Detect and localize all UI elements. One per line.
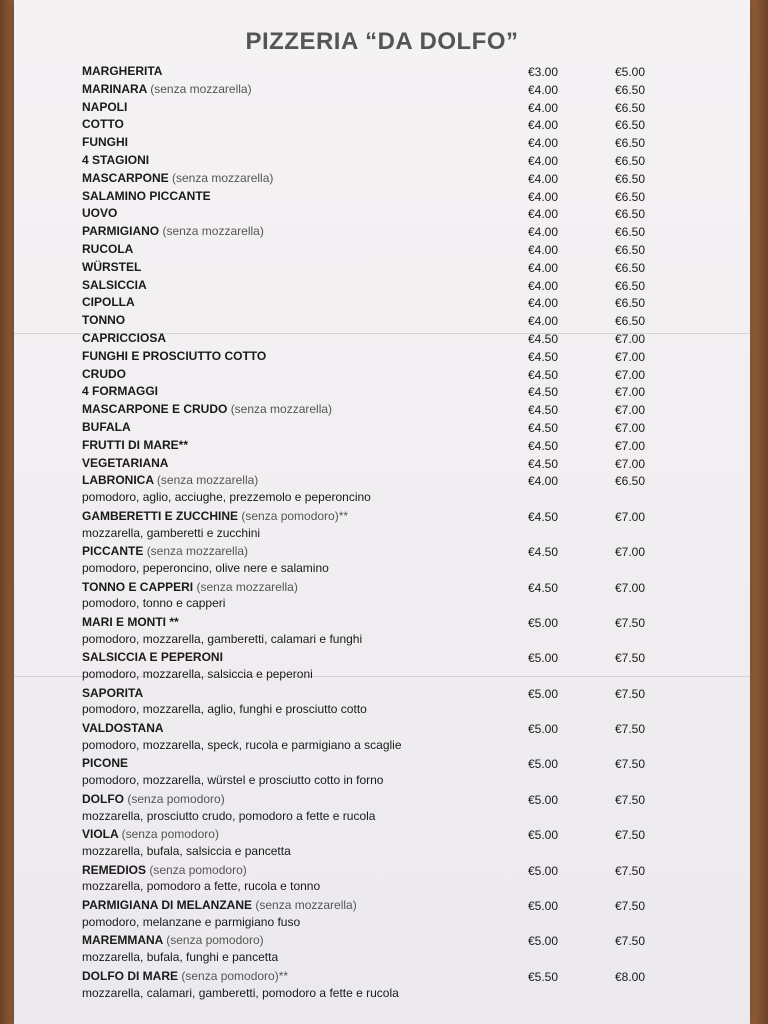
- pizza-name-text: WÜRSTEL: [82, 259, 142, 274]
- menu-item: [14, 347, 750, 365]
- menu-item: [14, 754, 750, 772]
- price-small: €4.50: [528, 420, 559, 435]
- pizza-name-text: FUNGHI: [82, 135, 128, 150]
- pizza-description: [14, 772, 750, 790]
- pizza-name: [82, 313, 125, 327]
- price-large: €7.00: [615, 331, 646, 346]
- price-small: €5.00: [528, 828, 559, 843]
- price-small: €4.50: [528, 456, 559, 471]
- pizza-name-text: MASCARPONE: [82, 170, 169, 185]
- price-large: €7.50: [615, 651, 646, 666]
- pizza-name: [82, 933, 264, 947]
- pizza-name: [82, 898, 357, 912]
- pizza-description-text: pomodoro, mozzarella, speck, rucola e parmigiano a scaglie: [82, 737, 402, 752]
- pizza-description-text: pomodoro, melanzane e parmigiano fuso: [82, 914, 301, 929]
- pizza-name-text: SALSICCIA E PEPERONI: [82, 650, 223, 665]
- menu-item: [14, 204, 750, 222]
- pizza-name-text: CAPRICCIOSA: [82, 330, 167, 345]
- price-small: €5.00: [528, 722, 559, 737]
- price-large: €6.50: [615, 296, 646, 311]
- menu-item: [14, 115, 750, 133]
- price-small: €4.50: [528, 509, 559, 524]
- pizza-note: (senza pomodoro)**: [181, 968, 289, 983]
- pizza-name-text: NAPOLI: [82, 99, 128, 114]
- price-large: €6.50: [615, 260, 646, 275]
- menu-item: [14, 613, 750, 631]
- pizza-name-text: SALAMINO PICCANTE: [82, 188, 211, 203]
- menu-item: [14, 276, 750, 294]
- price-large: €7.00: [615, 509, 646, 524]
- pizza-name: [82, 242, 133, 256]
- menu-item: [14, 454, 750, 472]
- price-large: €7.50: [615, 757, 646, 772]
- price-small: €5.00: [528, 757, 559, 772]
- pizza-description: [14, 985, 750, 1003]
- pizza-name: [82, 295, 135, 309]
- pizza-name-text: TONNO: [82, 313, 126, 328]
- price-small: €5.00: [528, 899, 559, 914]
- price-large: €7.50: [615, 934, 646, 949]
- price-large: €6.50: [615, 278, 646, 293]
- pizza-description-text: pomodoro, aglio, acciughe, prezzemolo e peperoncino: [82, 490, 371, 505]
- pizza-name: [82, 969, 288, 983]
- pizza-name: [82, 135, 128, 149]
- pizza-name: [82, 473, 258, 487]
- price-small: €4.50: [528, 349, 559, 364]
- price-large: €6.50: [615, 207, 646, 222]
- price-small: €4.00: [528, 136, 559, 151]
- price-large: €7.00: [615, 545, 646, 560]
- pizza-name: [82, 402, 332, 416]
- price-large: €6.50: [615, 153, 646, 168]
- price-small: €5.00: [528, 686, 559, 701]
- price-large: €6.50: [615, 82, 646, 97]
- price-small: €4.00: [528, 153, 559, 168]
- price-large: €7.50: [615, 863, 646, 878]
- pizza-name-text: MARINARA: [82, 81, 147, 96]
- pizza-description-text: pomodoro, mozzarella, würstel e prosciutto cotto in forno: [82, 773, 384, 788]
- price-small: €4.50: [528, 545, 559, 560]
- pizza-description-text: mozzarella, calamari, gamberetti, pomodoro a fette e rucola: [82, 985, 399, 1000]
- price-small: €5.50: [528, 969, 559, 984]
- pizza-description-text: mozzarella, pomodoro a fette, rucola e tonno: [82, 879, 321, 894]
- menu-item: [14, 542, 750, 560]
- pizza-note: (senza mozzarella): [150, 81, 252, 96]
- pizza-description: [14, 878, 750, 896]
- menu-item: [14, 293, 750, 311]
- pizza-name-text: GAMBERETTI E ZUCCHINE: [82, 508, 238, 523]
- price-small: €4.50: [528, 385, 559, 400]
- price-small: €4.00: [528, 242, 559, 257]
- price-large: €6.50: [615, 118, 646, 133]
- menu-item: [14, 931, 750, 949]
- pizza-description: [14, 808, 750, 826]
- pizza-note: (senza mozzarella): [156, 473, 259, 488]
- pizza-description-text: mozzarella, prosciutto crudo, pomodoro a fette e rucola: [82, 808, 376, 823]
- pizza-name-text: MASCARPONE E CRUDO: [82, 402, 228, 417]
- pizza-name-text: LABRONICA: [82, 473, 154, 488]
- pizza-description: [14, 489, 750, 507]
- pizza-note: (senza mozzarella): [255, 898, 357, 913]
- menu-item: [14, 169, 750, 187]
- price-large: €7.00: [615, 349, 646, 364]
- pizza-name-text: CRUDO: [82, 366, 126, 381]
- pizza-description-text: pomodoro, peperoncino, olive nere e salamino: [82, 560, 329, 575]
- pizza-name-text: COTTO: [82, 117, 124, 132]
- pizza-name: [82, 615, 179, 629]
- price-small: €5.00: [528, 863, 559, 878]
- pizza-description: [14, 525, 750, 543]
- pizza-name: [82, 509, 348, 523]
- pizza-name-text: MARI E MONTI **: [82, 614, 179, 629]
- menu-item: [14, 507, 750, 525]
- pizza-name: [82, 117, 124, 131]
- menu-item: [14, 719, 750, 737]
- price-large: €6.50: [615, 474, 646, 489]
- pizza-name: [82, 756, 128, 770]
- pizza-list: [14, 62, 750, 1002]
- price-large: €7.50: [615, 792, 646, 807]
- pizza-name: [82, 64, 162, 78]
- pizza-note: (senza pomodoro): [166, 933, 264, 948]
- pizza-name-text: MARGHERITA: [82, 64, 163, 78]
- pizza-name: [82, 367, 126, 381]
- pizza-name-text: DOLFO: [82, 791, 124, 806]
- menu-item: [14, 578, 750, 596]
- pizza-name-text: MAREMMANA: [82, 933, 163, 948]
- price-small: €3.00: [528, 65, 559, 79]
- pizza-note: (senza mozzarella): [162, 224, 264, 239]
- menu-item: [14, 98, 750, 116]
- pizza-description-text: mozzarella, gamberetti e zucchini: [82, 525, 261, 540]
- pizza-description: [14, 949, 750, 967]
- menu-item: [14, 329, 750, 347]
- price-large: €7.50: [615, 722, 646, 737]
- pizza-name: [82, 863, 247, 877]
- menu-item: [14, 258, 750, 276]
- price-large: €7.50: [615, 828, 646, 843]
- menu-item: [14, 133, 750, 151]
- price-small: €4.50: [528, 580, 559, 595]
- pizza-description: [14, 843, 750, 861]
- pizza-name-text: PICCANTE: [82, 544, 144, 559]
- pizza-note: (senza mozzarella): [172, 170, 274, 185]
- pizza-name: [82, 420, 131, 434]
- price-large: €7.00: [615, 420, 646, 435]
- menu-item: [14, 382, 750, 400]
- menu-item: [14, 62, 750, 80]
- menu-item: [14, 471, 750, 489]
- pizza-name: [82, 827, 219, 841]
- pizza-name: [82, 331, 166, 345]
- price-large: €6.50: [615, 314, 646, 329]
- pizza-note: (senza pomodoro): [149, 862, 247, 877]
- price-small: €4.00: [528, 82, 559, 97]
- pizza-note: (senza mozzarella): [230, 402, 333, 417]
- pizza-name: [82, 721, 164, 735]
- price-large: €6.50: [615, 136, 646, 151]
- price-large: €7.50: [615, 686, 646, 701]
- pizza-name-text: 4 FORMAGGI: [82, 384, 159, 399]
- menu-item: [14, 418, 750, 436]
- pizza-name-text: CIPOLLA: [82, 295, 135, 310]
- price-small: €4.50: [528, 403, 559, 418]
- pizza-name: [82, 100, 127, 114]
- pizza-name: [82, 580, 298, 594]
- pizza-name-text: PARMIGIANA DI MELANZANE: [82, 898, 252, 913]
- price-small: €4.00: [528, 225, 559, 240]
- pizza-description-text: pomodoro, tonno e capperi: [82, 596, 226, 611]
- price-small: €5.00: [528, 651, 559, 666]
- pizza-name: [82, 384, 158, 398]
- pizza-name: [82, 686, 143, 700]
- price-small: €5.00: [528, 934, 559, 949]
- menu-item: [14, 436, 750, 454]
- price-small: €4.00: [528, 189, 559, 204]
- menu-item: [14, 151, 750, 169]
- price-large: €8.00: [615, 969, 646, 984]
- pizza-name-text: BUFALA: [82, 419, 131, 434]
- price-large: €6.50: [615, 242, 646, 257]
- pizza-name: [82, 278, 147, 292]
- price-small: €4.00: [528, 260, 559, 275]
- price-small: €4.00: [528, 278, 559, 293]
- pizza-name: [82, 650, 223, 664]
- pizza-name-text: FRUTTI DI MARE**: [82, 437, 188, 452]
- price-small: €4.00: [528, 474, 559, 489]
- pizza-description-text: mozzarella, bufala, salsiccia e pancetta: [82, 844, 291, 859]
- menu-item: [14, 967, 750, 985]
- menu-item: [14, 896, 750, 914]
- price-large: €7.00: [615, 456, 646, 471]
- menu-item: [14, 648, 750, 666]
- menu-item: [14, 825, 750, 843]
- pizza-name-text: VEGETARIANA: [82, 455, 169, 470]
- price-small: €4.00: [528, 118, 559, 133]
- menu-sheet: [14, 0, 750, 1024]
- pizza-note: (senza mozzarella): [146, 544, 249, 559]
- pizza-name: [82, 792, 225, 806]
- price-small: €4.00: [528, 207, 559, 222]
- price-large: €6.50: [615, 171, 646, 186]
- menu-item: [14, 240, 750, 258]
- pizza-name-text: TONNO E CAPPERI: [82, 579, 194, 594]
- pizza-note: (senza mozzarella): [196, 579, 298, 594]
- price-small: €4.00: [528, 296, 559, 311]
- pizza-name-text: REMEDIOS: [82, 862, 147, 877]
- price-large: €6.50: [615, 225, 646, 240]
- menu-item: [14, 790, 750, 808]
- pizza-name-text: UOVO: [82, 206, 118, 221]
- price-small: €4.50: [528, 331, 559, 346]
- pizza-name-text: VALDOSTANA: [82, 721, 164, 736]
- price-large: €7.50: [615, 899, 646, 914]
- pizza-name-text: VIOLA: [82, 827, 119, 842]
- menu-item: [14, 365, 750, 383]
- price-large: €7.00: [615, 438, 646, 453]
- price-large: €6.50: [615, 189, 646, 204]
- pizza-name: [82, 349, 266, 363]
- pizza-note: (senza pomodoro)**: [241, 508, 349, 523]
- pizza-name: [82, 206, 117, 220]
- price-small: €4.00: [528, 314, 559, 329]
- pizza-name: [82, 456, 168, 470]
- menu-item: [14, 684, 750, 702]
- price-large: €7.00: [615, 367, 646, 382]
- pizza-name-text: SAPORITA: [82, 685, 144, 700]
- pizza-name-text: PICONE: [82, 756, 129, 771]
- price-small: €4.00: [528, 100, 559, 115]
- price-large: €7.50: [615, 615, 646, 630]
- price-large: €7.00: [615, 580, 646, 595]
- price-large: €6.50: [615, 100, 646, 115]
- price-large: €5.00: [615, 65, 646, 79]
- price-large: €7.00: [615, 403, 646, 418]
- pizza-name-text: SALSICCIA: [82, 277, 147, 292]
- menu-item: [14, 400, 750, 418]
- pizza-name: [82, 82, 252, 96]
- pizza-name: [82, 260, 141, 274]
- pizza-description: [14, 560, 750, 578]
- menu-item: [14, 80, 750, 98]
- pizza-description-text: pomodoro, mozzarella, salsiccia e peperoni: [82, 667, 313, 682]
- pizza-description-text: pomodoro, mozzarella, gamberetti, calamari e funghi: [82, 631, 363, 646]
- pizza-note: (senza pomodoro): [127, 791, 225, 806]
- price-small: €5.00: [528, 615, 559, 630]
- pizza-name: [82, 224, 264, 238]
- menu-item: [14, 861, 750, 879]
- price-small: €4.50: [528, 367, 559, 382]
- pizza-name: [82, 153, 149, 167]
- price-large: €7.00: [615, 385, 646, 400]
- menu-item: [14, 187, 750, 205]
- pizza-name-text: 4 STAGIONI: [82, 152, 150, 167]
- price-small: €4.50: [528, 438, 559, 453]
- pizza-name: [82, 438, 188, 452]
- pizza-name: [82, 189, 211, 203]
- pizza-name: [82, 171, 273, 185]
- price-small: €4.00: [528, 171, 559, 186]
- pizza-name-text: RUCOLA: [82, 241, 134, 256]
- pizza-description: [14, 737, 750, 755]
- pizza-description: [14, 595, 750, 613]
- pizza-description: [14, 701, 750, 719]
- price-small: €5.00: [528, 792, 559, 807]
- pizza-note: (senza pomodoro): [121, 827, 219, 842]
- menu-item: [14, 222, 750, 240]
- pizza-description-text: pomodoro, mozzarella, aglio, funghi e prosciutto cotto: [82, 702, 367, 717]
- pizza-description-text: mozzarella, bufala, funghi e pancetta: [82, 950, 279, 965]
- pizza-name-text: FUNGHI E PROSCIUTTO COTTO: [82, 348, 267, 363]
- pizza-description: [14, 914, 750, 932]
- menu-title: PIZZERIA “DA DOLFO”: [245, 28, 519, 55]
- pizza-description: [14, 666, 750, 684]
- pizza-name-text: DOLFO DI MARE: [82, 968, 178, 983]
- pizza-name: [82, 544, 248, 558]
- pizza-description: [14, 631, 750, 649]
- menu-item: [14, 311, 750, 329]
- pizza-name-text: PARMIGIANO: [82, 224, 160, 239]
